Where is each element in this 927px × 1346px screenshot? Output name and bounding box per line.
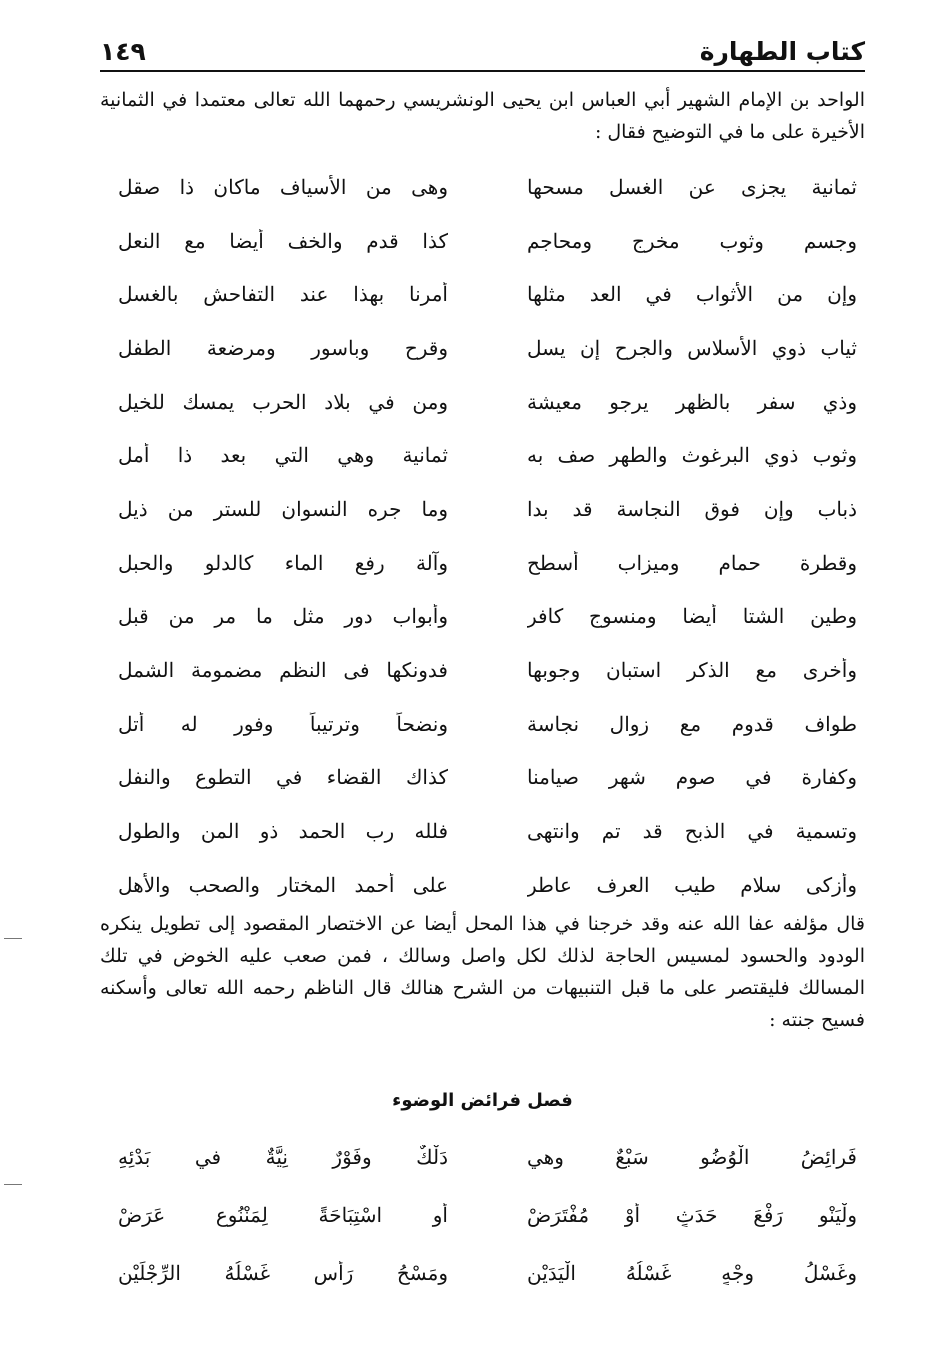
header-rule bbox=[100, 70, 865, 72]
verse-second-hemistich: ثمانية وهي التي بعد ذا أمل bbox=[118, 443, 448, 468]
verse-second-hemistich: دَلْكٌ وفَوْرٌ نِيَّةٌ في بَدْئِهِ bbox=[118, 1145, 448, 1169]
verse-second-hemistich: وقرح وباسور ومرضعة الطفل bbox=[118, 335, 448, 360]
verse-line bbox=[118, 858, 857, 912]
verse-second-hemistich: وما جره النسوان للستر من ذيل bbox=[118, 496, 448, 521]
verse-first-hemistich: وقطرة حمام وميزاب أسطح bbox=[527, 550, 857, 575]
verse-line bbox=[118, 160, 857, 214]
intro-text: الواحد بن الإمام الشهير أبي العباس ابن يحيى الونشريسي رحمهما الله تعالى معتمدا في الثمانية الأخيرة على ما في التوضيح فقال : bbox=[100, 89, 865, 143]
verse-first-hemistich: وغَسْلُ وجْهٍ غَسْلُهُ الْيَدَيْنِ bbox=[527, 1261, 857, 1285]
verse-first-hemistich: وجسم وثوب مخرج ومحاجم bbox=[527, 228, 857, 253]
verse-first-hemistich: وذي سفر بالظهر يرجو معيشة bbox=[527, 389, 857, 414]
section-heading: فصل فرائض الوضوء bbox=[392, 1090, 573, 1111]
verse-first-hemistich: فَرائِضُ الْوُضُو سَبْعٌ وهي bbox=[527, 1145, 857, 1169]
page-number: ١٤٩ bbox=[100, 37, 146, 66]
verse-second-hemistich: ومَسْحُ رَأْسٍ غَسْلُهُ الرِّجْلَيْنِ bbox=[118, 1261, 448, 1285]
verse-first-hemistich: وإن من الأثواب في العد مثلها bbox=[527, 282, 857, 307]
verse-second-hemistich: وأبواب دور مثل ما مر من قبل bbox=[118, 604, 448, 629]
verse-second-hemistich: وهى من الأسياف ماكان ذا صقل bbox=[118, 174, 448, 199]
verse-line bbox=[118, 751, 857, 805]
verse-second-hemistich: أَو اسْتِبَاحَةً لِمَنْنُوعٍ عَرَضْ bbox=[118, 1203, 448, 1227]
margin-mark bbox=[4, 1184, 22, 1185]
verse-second-hemistich: ونضحاً وترتيباً وفور له أتل bbox=[118, 711, 448, 736]
verse-second-hemistich: على أحمد المختار والصحب والأهل bbox=[118, 872, 448, 897]
verse-line bbox=[118, 697, 857, 751]
verse-line bbox=[118, 590, 857, 644]
verse-second-hemistich: ومن في بلاد الحرب يمسك للخيل bbox=[118, 389, 448, 414]
verse-second-hemistich: كذاك القضاء في التطوع والنفل bbox=[118, 765, 448, 790]
poem-rules-of-wiping bbox=[118, 160, 857, 912]
verse-second-hemistich: وآلة رفع الماء كالدلو والحبل bbox=[118, 550, 448, 575]
margin-mark bbox=[4, 938, 22, 939]
verse-second-hemistich: كذا قدم والخف أيضا مع النعل bbox=[118, 228, 448, 253]
verse-first-hemistich: وكفارة في صوم شهر صيامنا bbox=[527, 765, 857, 790]
verse-first-hemistich: ثمانية يجزى عن الغسل مسحها bbox=[527, 174, 857, 199]
verse-first-hemistich: وتسمية في الذبح قد تم وانتهى bbox=[527, 819, 857, 844]
author-note-text: قال مؤلفه عفا الله عنه وقد خرجنا في هذا المحل أيضا عن الاختصار المقصود إلى تطويل ينكره الودود والحسود لمسيس الحاجة لذلك لكل واصل وسالك ، فمن صعب عليه الخوض في تلك المسالك فليقتصر على ما قبل التنبيهات من الشرح هنالك قال الناظم رحمه الله تعالى وأسكنه فسيح جنته : bbox=[100, 913, 865, 1031]
verse-line bbox=[118, 536, 857, 590]
verse-line bbox=[118, 375, 857, 429]
poem-obligations-of-ablution bbox=[118, 1128, 857, 1302]
verse-first-hemistich: ولْيَنْوِ رَفْعَ حَدَثٍ أَوْ مُفْتَرَضْ bbox=[527, 1203, 857, 1227]
verse-line bbox=[118, 482, 857, 536]
verse-first-hemistich: وطين الشتا أيضا ومنسوج كافر bbox=[527, 604, 857, 629]
verse-line bbox=[118, 1244, 857, 1302]
verse-first-hemistich: طواف قدوم مع زوال نجاسة bbox=[527, 711, 857, 736]
verse-second-hemistich: فلله رب الحمد ذو المن والطول bbox=[118, 819, 448, 844]
verse-second-hemistich: فدونكها فى النظم مضمومة الشمل bbox=[118, 658, 448, 683]
verse-first-hemistich: وأخرى مع الذكر استبان وجوبها bbox=[527, 658, 857, 683]
author-note-paragraph bbox=[100, 908, 865, 1036]
verse-first-hemistich: وأزكى سلام طيب العرف عاطر bbox=[527, 872, 857, 897]
verse-line bbox=[118, 804, 857, 858]
verse-line bbox=[118, 1186, 857, 1244]
running-title: كتاب الطهارة bbox=[699, 37, 865, 66]
verse-line bbox=[118, 267, 857, 321]
intro-paragraph bbox=[100, 84, 865, 148]
verse-second-hemistich: أمرنا بهذا عند التفاحش بالغسل bbox=[118, 282, 448, 307]
verse-line bbox=[118, 321, 857, 375]
verse-first-hemistich: ذباب وإن فوق النجاسة قد بدا bbox=[527, 496, 857, 521]
verse-line bbox=[118, 1128, 857, 1186]
verse-line bbox=[118, 214, 857, 268]
verse-line bbox=[118, 643, 857, 697]
page-header bbox=[100, 28, 865, 66]
verse-first-hemistich: ثياب ذوي الأسلاس والجرح إن يسل bbox=[527, 335, 857, 360]
verse-line bbox=[118, 428, 857, 482]
verse-first-hemistich: وثوب ذوي البرغوث والطهر صف به bbox=[527, 443, 857, 468]
